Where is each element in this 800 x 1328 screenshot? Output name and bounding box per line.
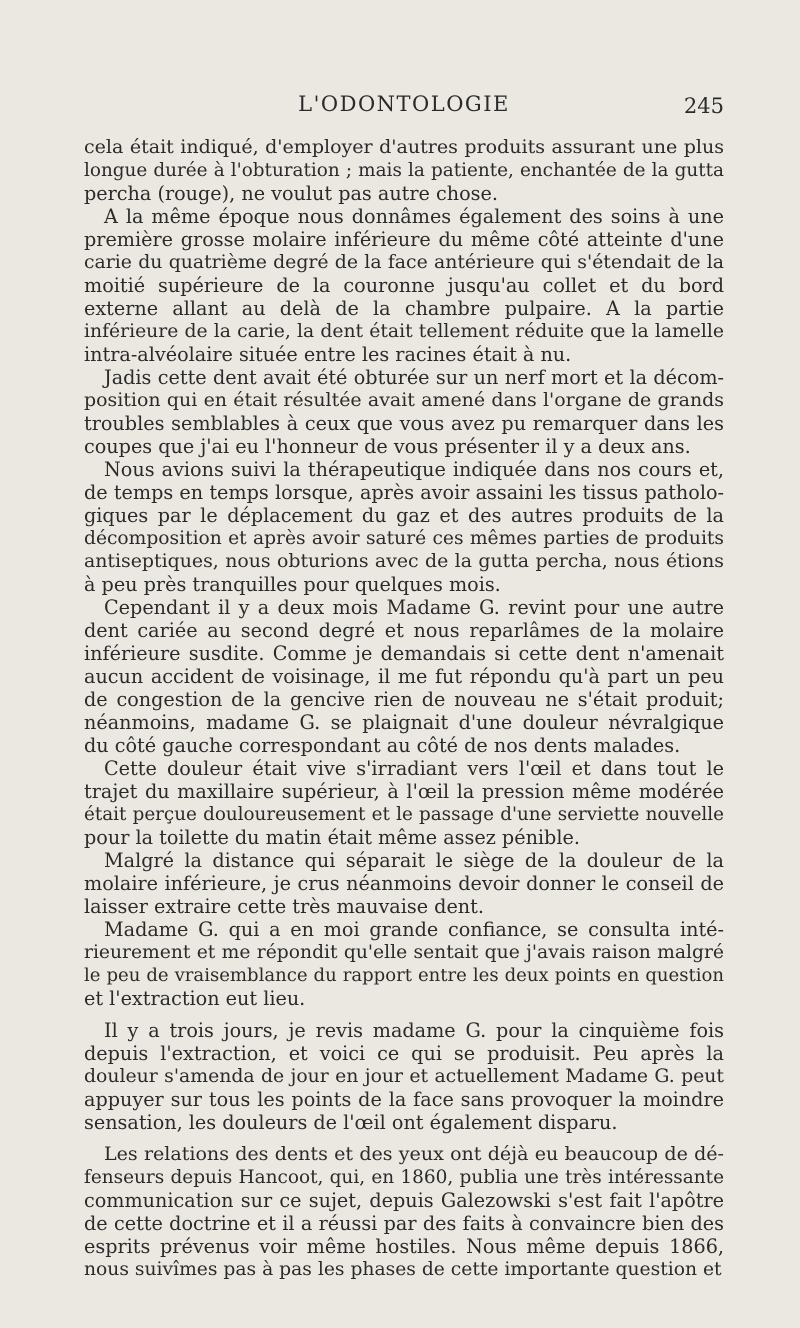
- text-line: à peu près tranquilles pour quelques mois.: [84, 573, 501, 596]
- text-line: carie du quatrième degré de la face antérieure qui s'étendait de la: [84, 252, 724, 273]
- text-line: de cette doctrine et il a réussi par des faits à convaincre bien des: [84, 1212, 724, 1235]
- text-line: Madame G. qui a en moi grande confiance, se consulta inté-: [104, 918, 724, 941]
- text-line: externe allant au delà de la chambre pulpaire. A la partie: [84, 297, 724, 320]
- paragraph: [84, 757, 724, 849]
- text-line: Nous avions suivi la thérapeutique indiquée dans nos cours et,: [104, 458, 724, 481]
- text-line: et l'extraction eut lieu.: [84, 987, 306, 1010]
- text-line: laisser extraire cette très mauvaise dent.: [84, 895, 484, 918]
- text-line: Cependant il y a deux mois Madame G. revint pour une autre: [104, 596, 724, 619]
- running-head: [84, 92, 724, 122]
- text-line: sensation, les douleurs de l'œil ont également disparu.: [84, 1111, 618, 1134]
- text-line: A la même époque nous donnâmes également des soins à une: [104, 205, 724, 228]
- text-line: dent cariée au second degré et nous reparlâmes de la molaire: [84, 619, 724, 642]
- paragraph: [84, 1019, 724, 1134]
- paragraph: [84, 136, 724, 205]
- paragraph: [84, 205, 724, 366]
- text-line: cela était indiqué, d'employer d'autres produits assurant une plus: [84, 136, 724, 158]
- text-line: était perçue douloureusement et le passage d'une serviette nouvelle: [84, 804, 724, 825]
- text-line: aucun accident de voisinage, il me fut répondu qu'à part un peu: [84, 665, 724, 688]
- text-line: douleur s'amenda de jour en jour et actuellement Madame G. peut: [84, 1066, 724, 1087]
- text-line: appuyer sur tous les points de la face sans provoquer la moindre: [84, 1088, 724, 1111]
- paragraph: [84, 849, 724, 918]
- text-line: coupes que j'ai eu l'honneur de vous présenter il y a deux ans.: [84, 435, 691, 458]
- text-line: Il y a trois jours, je revis madame G. pour la cinquième fois: [104, 1019, 724, 1042]
- text-line: inférieure de la carie, la dent était tellement réduite que la lamelle: [84, 321, 724, 342]
- text-line: intra-alvéolaire située entre les racines était à nu.: [84, 343, 572, 366]
- text-line: depuis l'extraction, et voici ce qui se produisit. Peu après la: [84, 1042, 724, 1065]
- text-line: de congestion de la gencive rien de nouveau ne s'était produit;: [84, 688, 724, 711]
- text-line: esprits prévenus voir même hostiles. Nous même depuis 1866,: [84, 1235, 724, 1258]
- text-line: Malgré la distance qui séparait le siège de la douleur de la: [104, 849, 724, 872]
- running-title: L'ODONTOLOGIE: [298, 92, 510, 116]
- text-line: néanmoins, madame G. se plaignait d'une douleur névralgique: [84, 711, 724, 734]
- text-line: inférieure susdite. Comme je demandais si cette dent n'amenait: [84, 642, 724, 665]
- text-line: giques par le déplacement du gaz et des autres produits de la: [84, 504, 724, 527]
- paragraph: [84, 918, 724, 1010]
- text-line: Cette douleur était vive s'irradiant vers l'œil et dans tout le: [104, 757, 724, 780]
- text-line: de temps en temps lorsque, après avoir assaini les tissus patholo-: [84, 481, 724, 504]
- text-line: position qui en était résultée avait amené dans l'organe de grands: [84, 389, 724, 411]
- paragraph: [84, 458, 724, 596]
- page-number: 245: [683, 94, 724, 118]
- paragraph: [84, 596, 724, 757]
- text-line: rieurement et me répondit qu'elle sentait que j'avais raison malgré: [84, 942, 724, 963]
- body-text: [84, 136, 724, 1281]
- text-line: troubles semblables à ceux que vous avez pu remarquer dans les: [84, 412, 724, 435]
- text-line: trajet du maxillaire supérieur, à l'œil la pression même modérée: [84, 780, 724, 803]
- text-line: Jadis cette dent avait été obturée sur un nerf mort et la décom-: [104, 366, 724, 389]
- text-line: Les relations des dents et des yeux ont déjà eu beaucoup de dé-: [104, 1143, 724, 1165]
- text-line: molaire inférieure, je crus néanmoins devoir donner le conseil de: [84, 872, 724, 895]
- text-line: du côté gauche correspondant au côté de nos dents malades.: [84, 734, 681, 757]
- paragraph: [84, 366, 724, 458]
- text-line: pour la toilette du matin était même assez pénible.: [84, 826, 580, 849]
- text-line: fenseurs depuis Hancoot, qui, en 1860, publia une très intéressante: [84, 1167, 724, 1188]
- text-line: le peu de vraisemblance du rapport entre les deux points en question: [84, 965, 724, 986]
- paragraph: [84, 1143, 724, 1281]
- text-line: nous suivîmes pas à pas les phases de cette importante question et: [84, 1259, 722, 1280]
- text-line: percha (rouge), ne voulut pas autre chose.: [84, 182, 498, 205]
- text-line: première grosse molaire inférieure du même côté atteinte d'une: [84, 228, 724, 251]
- text-line: moitié supérieure de la couronne jusqu'au collet et du bord: [84, 274, 724, 297]
- text-line: décomposition et après avoir saturé ces mêmes parties de produits: [84, 528, 724, 549]
- text-line: longue durée à l'obturation ; mais la patiente, enchantée de la gutta: [84, 160, 724, 181]
- text-line: antiseptiques, nous obturions avec de la gutta percha, nous étions: [84, 550, 724, 572]
- text-line: communication sur ce sujet, depuis Galezowski s'est fait l'apôtre: [84, 1189, 724, 1212]
